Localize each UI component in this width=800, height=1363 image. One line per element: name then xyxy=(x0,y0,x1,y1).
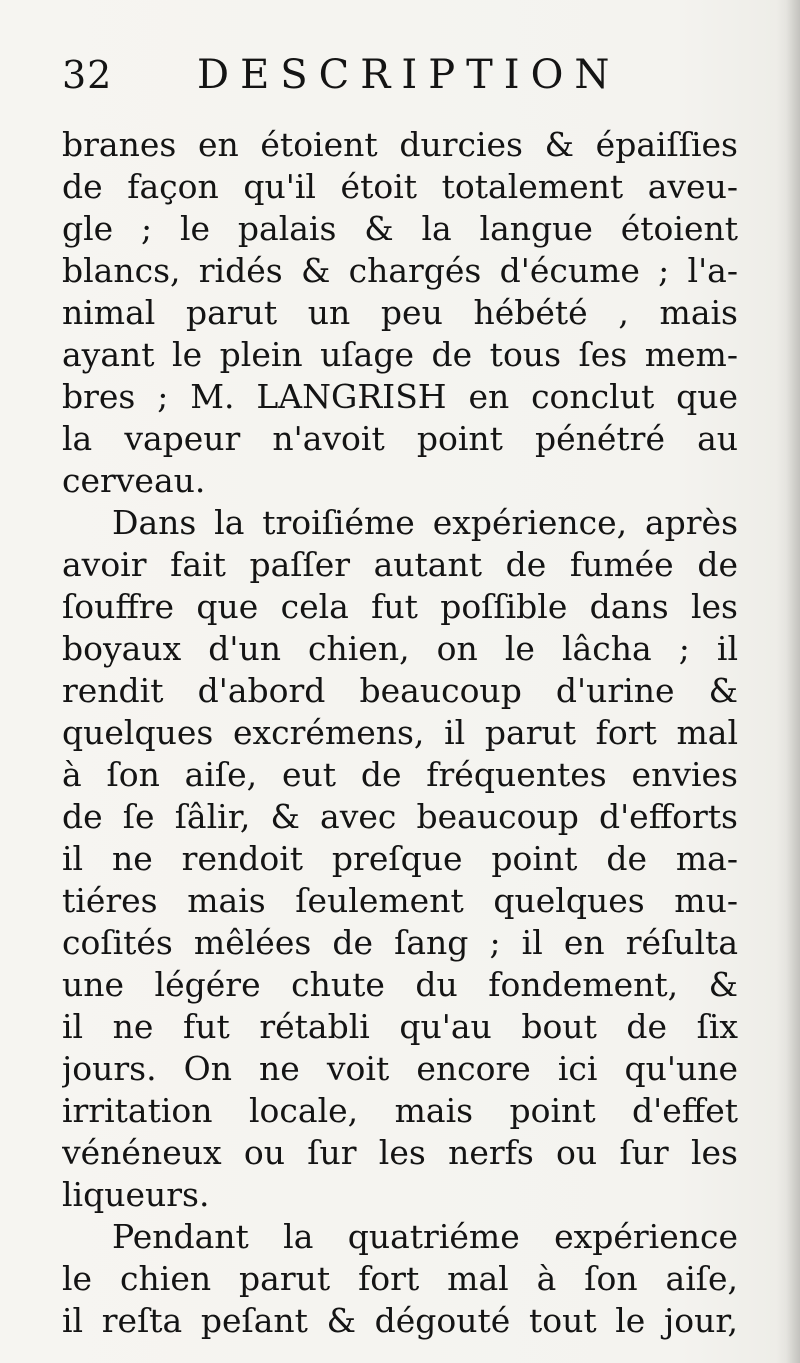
text-line: il reſta peſant & dégouté tout le jour, xyxy=(62,1301,738,1340)
text-line: le chien parut fort mal à ſon aiſe, xyxy=(62,1259,738,1298)
paragraph-end-line: cerveau. xyxy=(62,461,206,500)
running-title: DESCRIPTION xyxy=(197,52,621,98)
text-line: vénéneux ou ſur les nerfs ou ſur les xyxy=(62,1133,738,1172)
paragraph-start-line: Dans la troiſiéme expérience, après xyxy=(112,503,738,542)
paragraph-end-line: liqueurs. xyxy=(62,1175,210,1214)
running-head xyxy=(62,50,762,100)
text-line: bres ; M. LANGRISH en conclut que xyxy=(62,377,738,416)
text-line: il ne rendoit preſque point de ma- xyxy=(62,839,738,878)
text-line: nimal parut un peu hébété , mais xyxy=(62,293,738,332)
text-line: une légére chute du fondement, & xyxy=(62,965,738,1004)
text-line: ayant le plein uſage de tous ſes mem- xyxy=(62,335,738,374)
text-line: quelques excrémens, il parut fort mal xyxy=(62,713,738,752)
text-line: à ſon aiſe, eut de fréquentes envies xyxy=(62,755,738,794)
text-line: ſouffre que cela fut poſſible dans les xyxy=(62,587,738,626)
page-number: 32 xyxy=(62,53,113,97)
text-line: branes en étoient durcies & épaiſſies xyxy=(62,125,738,164)
paragraph-start-line: Pendant la quatriéme expérience xyxy=(112,1217,738,1256)
text-line: avoir fait paſſer autant de fumée de xyxy=(62,545,738,584)
text-line: coſités mêlées de ſang ; il en réſulta xyxy=(62,923,738,962)
text-line: tiéres mais ſeulement quelques mu- xyxy=(62,881,738,920)
text-line: gle ; le palais & la langue étoient xyxy=(62,209,738,248)
text-line: de façon qu'il étoit totalement aveu- xyxy=(62,167,738,206)
text-line: jours. On ne voit encore ici qu'une xyxy=(62,1049,738,1088)
text-line: rendit d'abord beaucoup d'urine & xyxy=(62,671,738,710)
text-line: boyaux d'un chien, on le lâcha ; il xyxy=(62,629,738,668)
page-edge-shadow xyxy=(786,0,800,1363)
text-line: irritation locale, mais point d'effet xyxy=(62,1091,738,1130)
text-line: blancs, ridés & chargés d'écume ; l'a- xyxy=(62,251,738,290)
text-line: de ſe ſâlir, & avec beaucoup d'efforts xyxy=(62,797,738,836)
text-line: la vapeur n'avoit point pénétré au xyxy=(62,419,738,458)
body-text xyxy=(62,124,738,1342)
text-line: il ne fut rétabli qu'au bout de ſix xyxy=(62,1007,738,1046)
